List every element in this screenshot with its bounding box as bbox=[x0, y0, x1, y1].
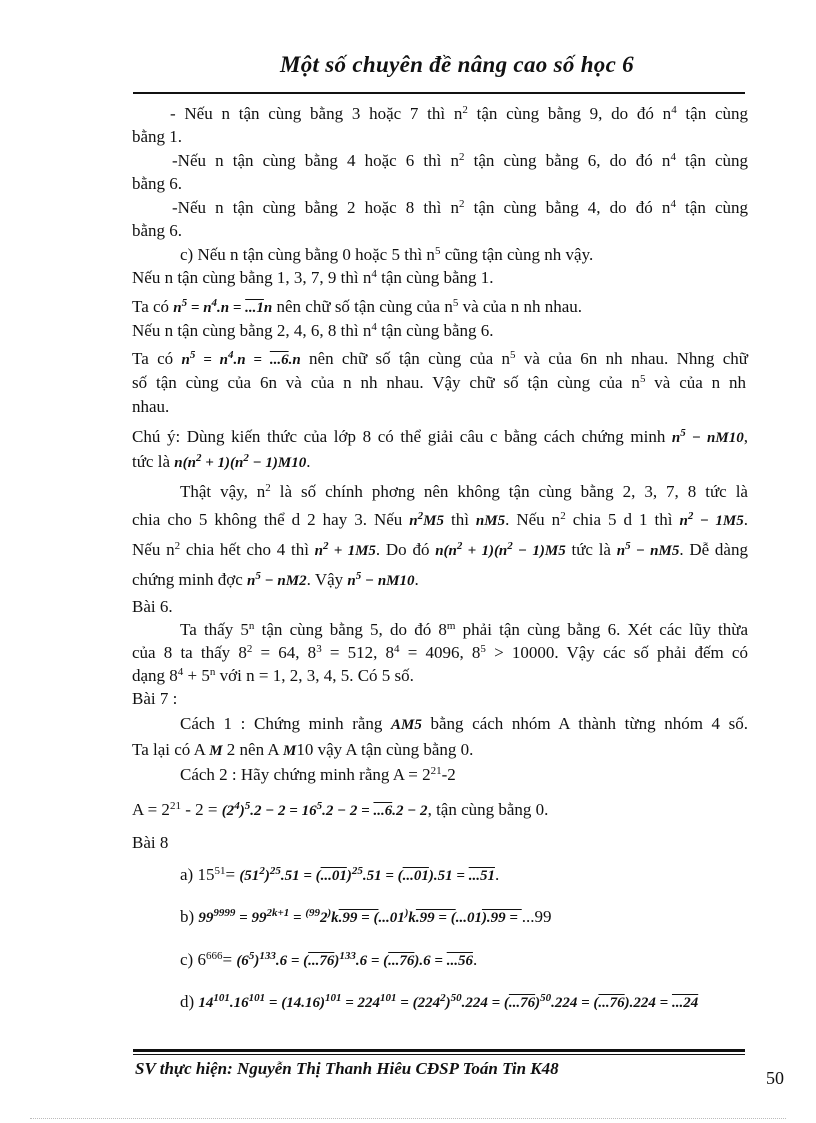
equation-b: b) $99^{9999} = 99^{2k+1} = ^{(99}2^)k.99 = (...01^)k.99 = (...01).99 = ...99$ bbox=[180, 907, 552, 926]
bai-8-heading: Bài 8 bbox=[132, 833, 169, 852]
para-2-line-2: bằng 6. bbox=[132, 174, 183, 193]
bai-7-line-4: $A = 2^{21} - 2 = (2^4)^5.2 - 2 = 16^5.2 - 2 = ...6.2 - 2$, tận cùng bằng 0. bbox=[132, 800, 549, 819]
para-8-line-3: nhau. bbox=[132, 397, 170, 416]
para-10-line-2: chia cho 5 không thể d 2 hay 3. Nếu $n^2M5$ thì nM5. Nếu $n^2$ chia 5 d 1 thì $n^2 - 1M5$. bbox=[132, 510, 748, 529]
bai-6-heading: Bài 6. bbox=[132, 597, 173, 616]
para-10-line-4: chứng minh đợc $n^5 - nM2$. Vậy $n^5 - nM10$. bbox=[132, 570, 419, 589]
para-4: c) Nếu n tận cùng bằng 0 hoặc 5 thì $n^5$ cũng tận cùng nh vậy. bbox=[180, 245, 594, 264]
equation-a: a) $15^{51}= (51^2)^{25}.51 = (...01)^{25}.51 = (...01).51 = ...51$. bbox=[180, 865, 500, 884]
bai-7-line-3: Cách 2 : Hãy chứng minh rằng $A = 2^{21}-2$ bbox=[180, 765, 456, 784]
para-1-line-2: bằng 1. bbox=[132, 127, 183, 146]
para-5: Nếu n tận cùng bằng 1, 3, 7, 9 thì $n^4$ tận cùng bằng 1. bbox=[132, 268, 494, 287]
footer-rule-top bbox=[133, 1049, 745, 1052]
equation-d: d) $14^{101}.16^{101} = (14.16)^{101} = 224^{101} = (224^2)^{50}.224 = (...76)^{50}.224 = (...76).224 = ...24$ bbox=[180, 992, 699, 1011]
formula-2-21: $(2^4)^5.2 - 2 = 16^5.2 - 2 = ...6.2 - 2$ bbox=[221, 800, 428, 819]
footer-rule-bottom bbox=[133, 1054, 745, 1055]
para-8-line-1: Ta có $n^5 = n^4.n = ...6.n$ nên chữ số tận cùng của $n^5$ và của 6n nh nhau. Nhng chữ bbox=[132, 349, 748, 368]
bai-7-line-1: Cách 1 : Chứng minh rằng AM5 bằng cách nhóm A thành từng nhóm 4 số. bbox=[180, 714, 749, 733]
bai-7-line-2: Ta lại có A M 2 nên A M10 vậy A tận cùng bằng 0. bbox=[132, 740, 474, 759]
bai-6-line-1: Ta thấy 5$^n$ tận cùng bằng 5, do đó 8$^m$ phải tận cùng bằng 6. Xét các lũy thừa bbox=[180, 620, 749, 639]
para-8-line-2: số tận cùng của 6n và của n nh nhau. Vậy chữ số tận cùng của $n^5$ và của n nh bbox=[132, 373, 746, 392]
equation-c: c) $6^{666}= (6^5)^{133}.6 = (...76)^{133}.6 = (...76).6 = ...56$. bbox=[180, 950, 478, 969]
para-10-line-1: Thật vậy, $n^2$ là số chính phơng nên không tận cùng bằng 2, 3, 7, 8 tức là bbox=[180, 482, 748, 501]
para-9-line-1: Chú ý: Dùng kiến thức của lớp 8 có thể giải câu c bằng cách chứng minh $n^5 - nM10$, bbox=[132, 427, 748, 446]
page-header: Một số chuyên đề nâng cao số học 6 bbox=[280, 52, 634, 77]
formula-n5-ending-6: $n^5 = n^4.n = ...6.n$ bbox=[181, 349, 301, 368]
bai-6-line-2: của 8 ta thấy $8^2 = 64$, $8^3 = 512$, $8^4 = 4096$, $8^5 > 10000$. Vậy các số phải đếm có bbox=[132, 643, 748, 662]
para-10-line-3: Nếu $n^2$ chia hết cho 4 thì $n^2 + 1M5$. Do đó $n(n^2 + 1)(n^2 - 1)M5$ tức là $n^5 - nM5$. Dễ dàng bbox=[132, 540, 748, 559]
para-7: Nếu n tận cùng bằng 2, 4, 6, 8 thì $n^4$ tận cùng bằng 6. bbox=[132, 321, 494, 340]
header-rule bbox=[133, 92, 745, 94]
para-3-line-1: -Nếu n tận cùng bằng 2 hoặc 8 thì $n^2$ tận cùng bằng 4, do đó $n^4$ tận cùng bbox=[172, 198, 748, 217]
bai-6-line-3: dạng $8^4 + 5^n$ với n = 1, 2, 3, 4, 5. Có 5 số. bbox=[132, 666, 414, 685]
bai-7-heading: Bài 7 : bbox=[132, 689, 178, 708]
para-9-line-2: tức là $n(n^2 + 1)(n^2 - 1)M10$. bbox=[132, 452, 311, 471]
formula-n5-ending-1: $n^5 = n^4.n = ...1n$ bbox=[173, 297, 273, 316]
formula-n5-minus-n: $n^5 - nM10$ bbox=[671, 427, 744, 446]
page-footer: SV thực hiện: Nguyễn Thị Thanh Hiêu CĐSP Toán Tin K48 bbox=[135, 1059, 559, 1078]
formula-product: $n(n^2 + 1)(n^2 - 1)M10$ bbox=[174, 452, 307, 471]
para-6: Ta có $n^5 = n^4.n = ...1n$ nên chữ số tận cùng của $n^5$ và của n nh nhau. bbox=[132, 297, 583, 316]
para-2-line-1: -Nếu n tận cùng bằng 4 hoặc 6 thì $n^2$ tận cùng bằng 6, do đó $n^4$ tận cùng bbox=[172, 151, 748, 170]
para-3-line-2: bằng 6. bbox=[132, 221, 183, 240]
para-1-line-1: - Nếu n tận cùng bằng 3 hoặc 7 thì $n^2$ tận cùng bằng 9, do đó $n^4$ tận cùng bbox=[170, 104, 748, 123]
page-bottom-divider bbox=[30, 1118, 786, 1119]
page-number: 50 bbox=[766, 1068, 784, 1088]
